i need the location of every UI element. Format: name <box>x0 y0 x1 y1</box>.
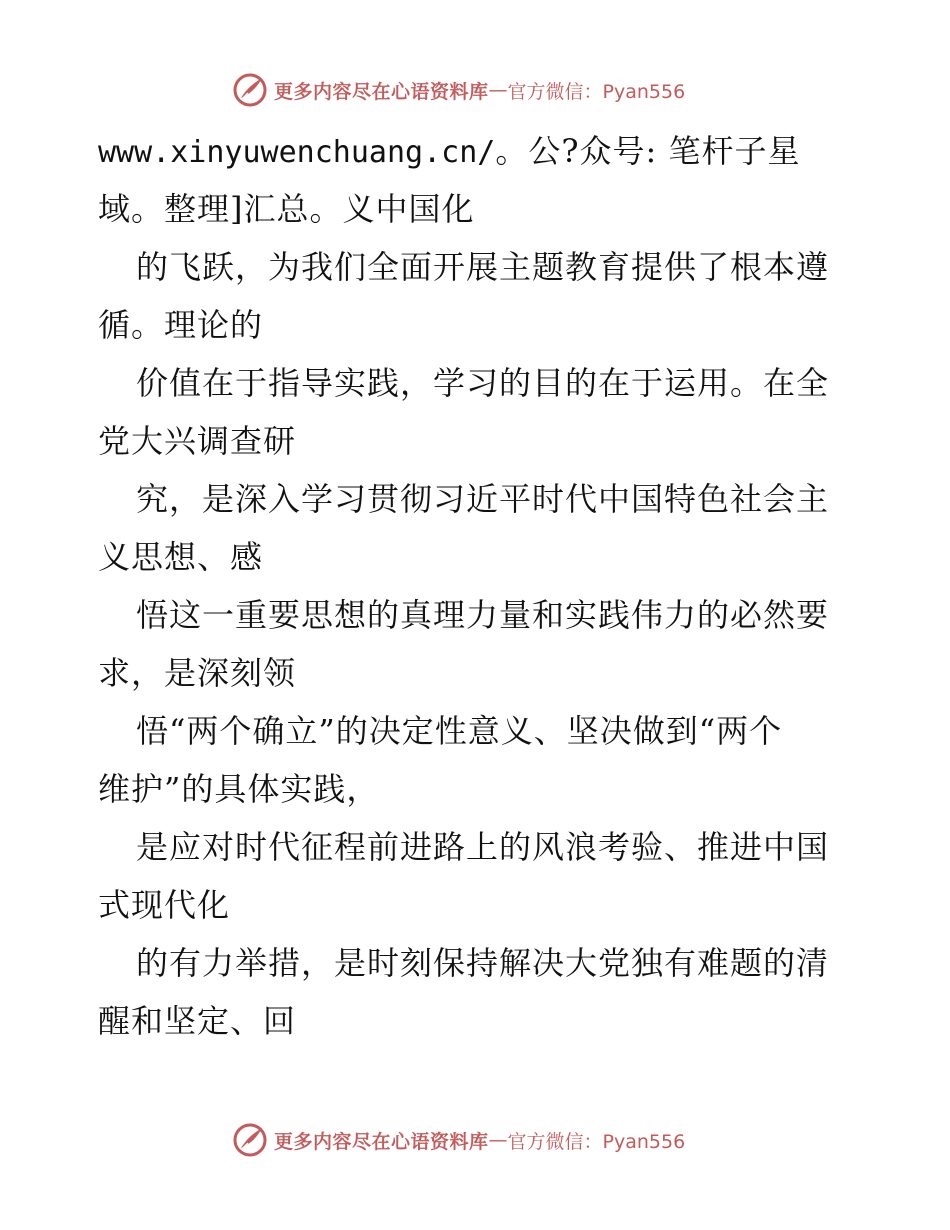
body-line: 式现代化 <box>98 886 231 924</box>
watermark-contact: 官方微信：Pyan556 <box>507 80 686 103</box>
body-line: 究，是深入学习贯彻习近平时代中国特色社会主 <box>136 480 830 518</box>
website-url: www.xinyuwenchuang.cn/ <box>98 135 496 170</box>
quill-logo-icon <box>232 1122 268 1158</box>
watermark-brand: 更多内容尽在心语资料库 <box>274 1130 489 1153</box>
body-line: 域。整理]汇总。义中国化 <box>98 190 475 228</box>
body-line: 义思想、感 <box>98 538 264 576</box>
body-line: 悟“两个确立”的决定性意义、坚决做到“两个 <box>136 712 783 750</box>
watermark-brand: 更多内容尽在心语资料库 <box>274 80 489 103</box>
body-line: 的有力举措，是时刻保持解决大党独有难题的清 <box>136 944 830 982</box>
body-line: 维护”的具体实践， <box>98 770 380 808</box>
body-line: 的飞跃，为我们全面开展主题教育提供了根本遵 <box>136 248 830 286</box>
watermark-separator: — <box>488 1129 508 1151</box>
body-line: 求，是深刻领 <box>98 654 297 692</box>
body-line <box>98 122 858 180</box>
header-watermark <box>232 70 712 110</box>
footer-watermark <box>232 1120 712 1160</box>
url-line-suffix: 。公?众号: 笔杆子星 <box>495 132 801 170</box>
watermark-separator: — <box>488 79 508 101</box>
body-line: 党大兴调查研 <box>98 422 297 460</box>
quill-logo-icon <box>232 72 268 108</box>
body-line: 醒和坚定、回 <box>98 1002 297 1040</box>
document-body <box>98 122 858 1050</box>
body-line: 价值在于指导实践，学习的目的在于运用。在全 <box>136 364 830 402</box>
watermark-contact: 官方微信：Pyan556 <box>507 1130 686 1153</box>
body-line: 循。理论的 <box>98 306 264 344</box>
body-line: 悟这一重要思想的真理力量和实践伟力的必然要 <box>136 596 830 634</box>
body-line: 是应对时代征程前进路上的风浪考验、推进中国 <box>136 828 830 866</box>
